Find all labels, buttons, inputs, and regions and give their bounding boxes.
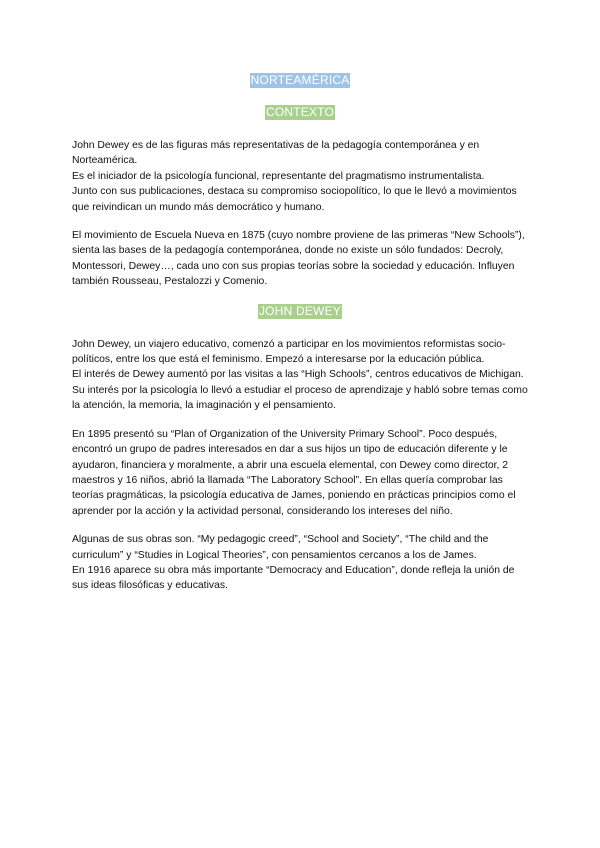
dewey-paragraph-3: En 1895 presentó su “Plan of Organization of the University Primary School”. Poco después, encontró un grupo de padres interesados en dar a sus hijos un tipo de educación diferente y le ayudaron, financiera y moralmente, a abrir una escuela elemental, con Dewey como director, 2 maestros y 16 niños, abrió la llamada “The Laboratory School”. En ellas quería comprobar las teorías pragmáticas, la psicología educativa de James, poniendo en prácticas principios como el aprender por la acción y la actividad personal, considerando los intereses del niño.	[72, 428, 516, 517]
dewey-paragraph-4: Algunas de sus obras son. “My pedagogic creed”, “School and Society”, “The child and the curriculum” y “Studies in Logical Theories”, con pensamientos cercanos a los de James.	[72, 534, 489, 561]
dewey-paragraph-2: El interés de Dewey aumentó por las visitas a las “High Schools”, centros educativos de Michigan. Su interés por la psicología lo llevó a estudiar el proceso de aprendizaje y habló sobre temas como la atención, la memoria, la imaginación y el pensamiento.	[72, 369, 528, 412]
region-heading-row	[72, 72, 528, 88]
dewey-section	[72, 337, 528, 594]
dewey-heading-row	[72, 303, 528, 319]
context-paragraph-3: Junto con sus publicaciones, destaca su compromiso sociopolítico, lo que le llevó a movimientos que reivindican un mundo más democrático y humano.	[72, 186, 517, 213]
region-heading: NORTEAMÉRICA	[250, 73, 350, 87]
dewey-paragraph-5: En 1916 aparece su obra más importante “Democracy and Education”, donde refleja la unión de sus ideas filosóficas y educativas.	[72, 564, 515, 592]
dewey-paragraph-1: John Dewey, un viajero educativo, comenzó a participar en los movimientos reformistas socio-políticos, entre los que está el feminismo. Empezó a interesarse por la educación pública.	[72, 338, 506, 366]
context-paragraph-2: Es el iniciador de la psicología funcional, representante del pragmatismo instrumentalista.	[72, 170, 485, 182]
dewey-heading: JOHN DEWEY	[258, 303, 341, 318]
context-paragraph-4: El movimiento de Escuela Nueva en 1875 (cuyo nombre proviene de las primeras “New Schools”), sienta las bases de la pedagogía contemporánea, donde no existe un sólo fundados: Decroly, Montessori, Dewey…, cada uno con sus propias teorías sobre la sociedad y educación. Influyen también Rousseau, Pestalozzi y Comenio.	[72, 230, 525, 288]
context-heading-row	[72, 104, 528, 120]
context-section	[72, 138, 528, 290]
context-heading: CONTEXTO	[265, 105, 335, 119]
context-paragraph-1: John Dewey es de las figuras más representativas de la pedagogía contemporánea y en Norteamérica.	[72, 140, 480, 167]
